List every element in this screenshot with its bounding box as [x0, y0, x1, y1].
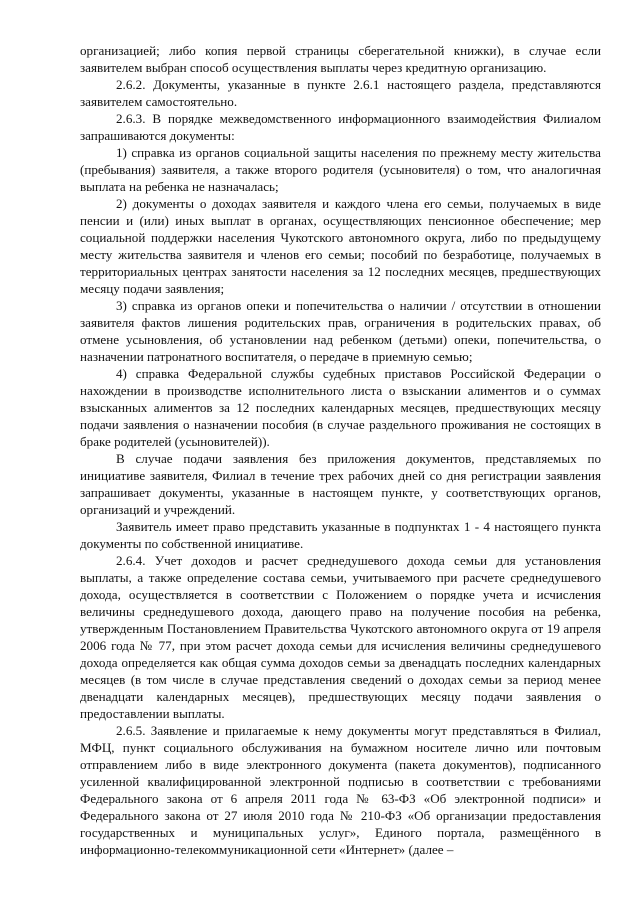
paragraph-2-6-5: 2.6.5. Заявление и прилагаемые к нему документы могут представляться в Филиал, МФЦ, пункт социального обслуживания на бумажном носителе лично или почтовым отправлением либо в виде электронного документа (пакета документов), подписанного усиленной квалифицированной электронной подписью в соответствии с требованиями Федерального закона от 6 апреля 2011 года № 63-ФЗ «Об электронной подписи» и Федерального закона от 27 июля 2010 года № 210-ФЗ «Об организации предоставления государственных и муниципальных услуг», Единого портала, размещённого в информационно-телекоммуникационной сети «Интернет» (далее –: [80, 723, 601, 857]
list-item-3: 3) справка из органов опеки и попечительства о наличии / отсутствии в отношении заявителя фактов лишения родительских прав, ограничения в родительских правах, об отмене усыновления, об установлении над ребенком (детьми) опеки, попечительства, о назначении патронатного воспитателя, о передаче в приемную семью;: [80, 298, 601, 364]
paragraph-2-6-4: 2.6.4. Учет доходов и расчет среднедушевого дохода семьи для установления выплаты, а также определение состава семьи, учитываемого при расчете среднедушевого дохода, осуществляется в соответствии с Положением о порядке учета и исчисления величины среднедушевого дохода, дающего право на получение пособия на ребенка, утвержденным Постановлением Правительства Чукотского автономного округа от 19 апреля 2006 года № 77, при этом расчет дохода семьи для исчисления величины среднедушевого дохода определяется как общая сумма доходов семьи за двенадцать последних календарных месяцев (в том числе в случае представления сведений о доходах семьи за период менее двенадцати календарных месяцев), предшествующих месяцу подачи заявления о предоставлении выплаты.: [80, 553, 601, 721]
list-item-4: 4) справка Федеральной службы судебных приставов Российской Федерации о нахождении в производстве исполнительного листа о взыскании алиментов и о суммах взысканных алиментов за 12 последних календарных месяцев, предшествующих месяцу подачи заявления о назначении пособия (в случае раздельного проживания не состоящих в браке родителей (усыновителей)).: [80, 366, 601, 449]
paragraph-2-6-2: 2.6.2. Документы, указанные в пункте 2.6.1 настоящего раздела, представляются заявителем самостоятельно.: [80, 77, 601, 109]
paragraph-continuation: организацией; либо копия первой страницы сберегательной книжки), в случае если заявителем выбран способ осуществления выплаты через кредитную организацию.: [80, 43, 601, 75]
document-page: [80, 42, 601, 858]
list-item-1: 1) справка из органов социальной защиты населения по прежнему месту жительства (пребывания) заявителя, а также второго родителя (усыновителя) о том, что аналогичная выплата на ребенка не назначалась;: [80, 145, 601, 194]
list-item-2: 2) документы о доходах заявителя и каждого члена его семьи, получаемых в виде пенсии и (или) иных выплат в органах, осуществляющих пенсионное обеспечение; мер социальной поддержки населения Чукотского автономного округа, либо по предыдущему месту жительства заявителя и членов его семьи; пособий по безработице, получаемых в территориальных центрах занятости населения за 12 последних месяцев, предшествующих месяцу подачи заявления;: [80, 196, 601, 296]
paragraph-applicant-right: Заявитель имеет право представить указанные в подпунктах 1 - 4 настоящего пункта документы по собственной инициативе.: [80, 519, 601, 551]
paragraph-request: В случае подачи заявления без приложения документов, представляемых по инициативе заявителя, Филиал в течение трех рабочих дней со дня регистрации заявления запрашивает документы, указанные в настоящем пункте, у соответствующих органов, организаций и учреждений.: [80, 451, 601, 517]
paragraph-2-6-3: 2.6.3. В порядке межведомственного информационного взаимодействия Филиалом запрашиваются документы:: [80, 111, 601, 143]
